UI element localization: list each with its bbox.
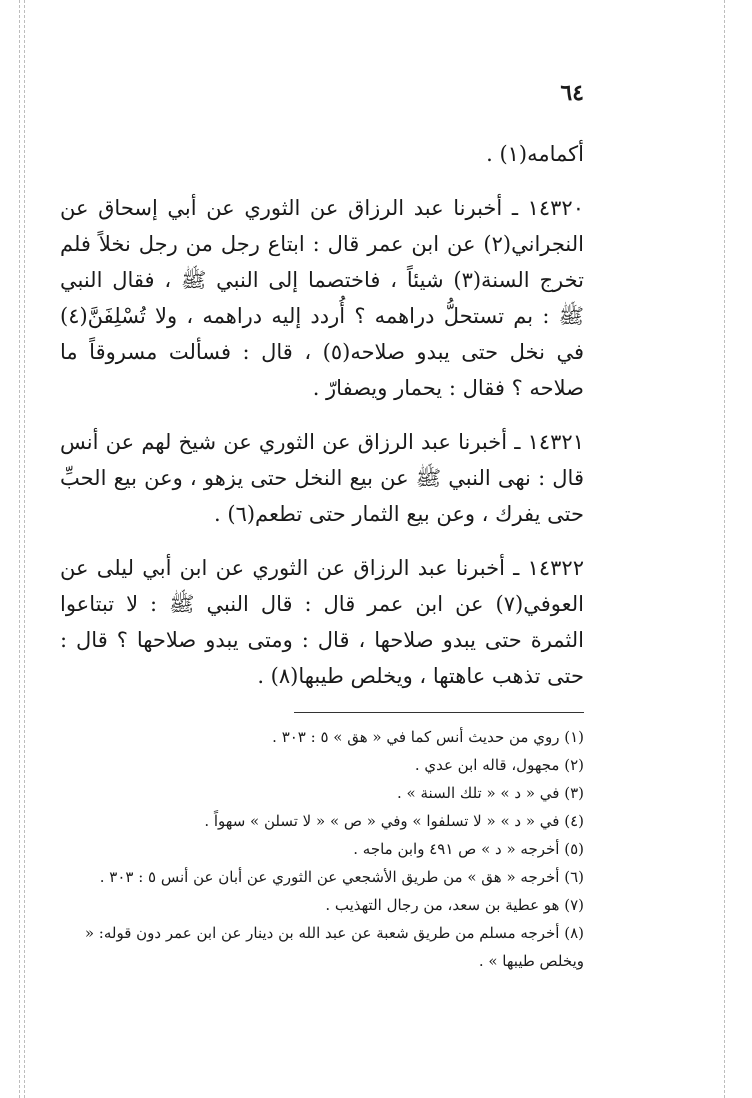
paragraph-hadith-14320: ١٤٣٢٠ ـ أخبرنا عبد الرزاق عن الثوري عن أبي إسحاق عن النجراني(٢) عن ابن عمر قال : ابتاع رجل من رجل نخلاً فلم تخرج السنة(٣) شيئاً ، فاختصما إلى النبي ﷺ ، فقال النبي ﷺ : بم تستحلُّ دراهمه ؟ أُردد إليه دراهمه ، ولا تُسْلِفَنَّ(٤) في نخل حتى يبدو صلاحه(٥) ، قال : فسألت مسروقاً ما صلاحه ؟ فقال : يحمار ويصفارّ . [60, 196, 585, 400]
paragraph-hadith-14321: ١٤٣٢١ ـ أخبرنا عبد الرزاق عن الثوري عن شيخ لهم عن أنس قال : نهى النبي ﷺ عن بيع النخل حتى يزهو ، وعن بيع الحبِّ حتى يفرك ، وعن بيع الثمار حتى تطعم(٦) . [60, 430, 584, 526]
book-page [60, 80, 584, 975]
paragraph-hadith-14322: ١٤٣٢٢ ـ أخبرنا عبد الرزاق عن الثوري عن ابن أبي ليلى عن العوفي(٧) عن ابن عمر قال : قال النبي ﷺ : لا تبتاعوا الثمرة حتى يبدو صلاحها ، قال : ومتى يبدو صلاحها ؟ قال : حتى تذهب عاهتها ، ويخلص طيبها(٨) . [60, 556, 584, 688]
page-number: ٦٤ [560, 80, 584, 106]
footnote-3: (٣) في « د » « تلك السنة » . [397, 784, 584, 802]
footnote-6: (٦) أخرجه « هق » من طريق الأشجعي عن الثوري عن أبان عن أنس ٥ : ٣٠٣ . [99, 868, 584, 886]
footnote-7: (٧) هو عطية بن سعد، من رجال التهذيب . [325, 896, 584, 914]
body-text [60, 136, 584, 694]
footnote-2: (٢) مجهول، قاله ابن عدي . [414, 756, 584, 774]
footnote-4: (٤) في « د » « لا تسلفوا » وفي « ص » « لا تسلن » سهواً . [204, 812, 584, 830]
left-margin-line-2 [24, 0, 25, 1098]
footnote-5: (٥) أخرجه « د » ص ٤٩١ وابن ماجه . [353, 840, 584, 858]
left-margin-line-1 [19, 0, 20, 1098]
footnotes [60, 723, 584, 975]
footnote-8: (٨) أخرجه مسلم من طريق شعبة عن عبد الله بن دينار عن ابن عمر دون قوله: « ويخلص طيبها » . [84, 924, 584, 970]
paragraph-continuation: أكمامه(١) . [486, 142, 584, 166]
right-margin-line [724, 0, 725, 1098]
footnote-divider [294, 712, 584, 713]
footnote-1: (١) روي من حديث أنس كما في « هق » ٥ : ٣٠٣ . [272, 728, 584, 746]
